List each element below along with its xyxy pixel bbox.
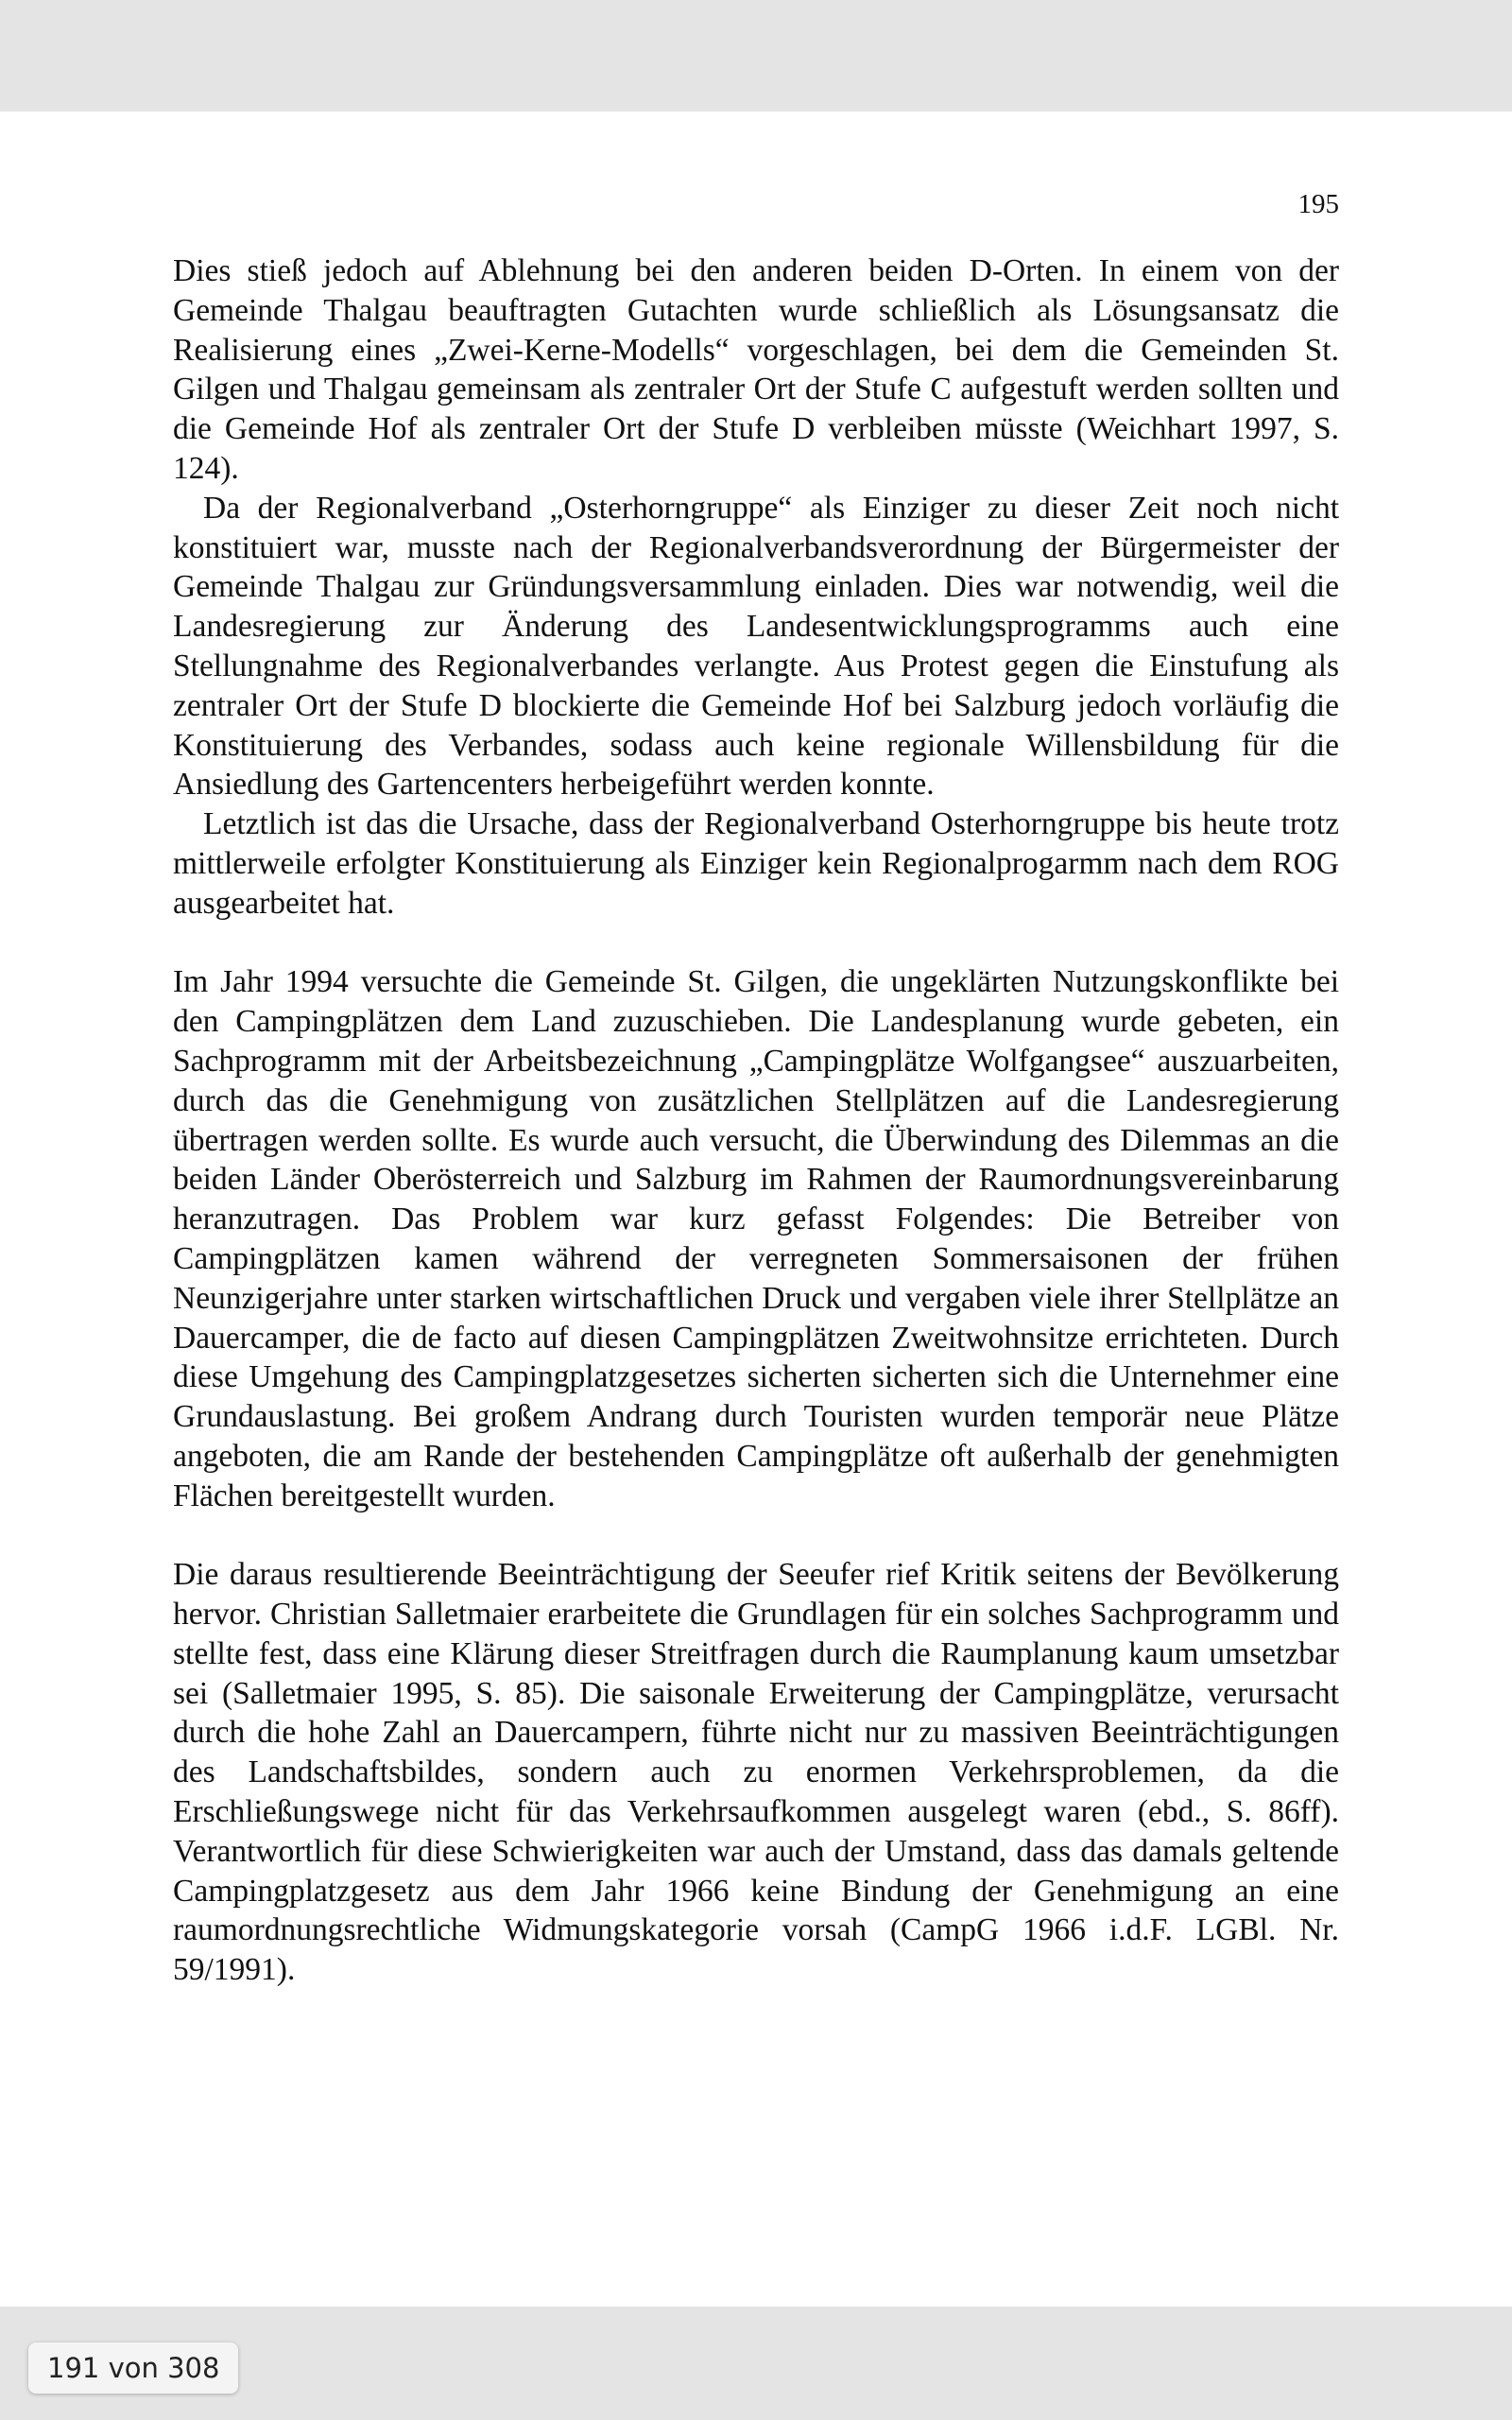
paragraph: Dies stieß jedoch auf Ablehnung bei den anderen beiden D-Orten. In einem von der Gemeinde Thalgau beauftragten Gutachten wurde schließlich als Lösungsansatz die Realisierung eines „Zwei-Kerne-Modells“ vorgeschlagen, bei dem die Gemeinden St. Gilgen und Thalgau gemeinsam als zentraler Ort der Stufe C aufgestuft werden sollten und die Gemeinde Hof als zentraler Ort der Stufe D verbleiben müsste (Weichhart 1997, S. 124). (173, 253, 1339, 486)
body-text (173, 251, 1339, 1990)
paragraph: Letztlich ist das die Ursache, dass der Regionalverband Osterhorngruppe bis heute trotz mittlerweile erfolgter Konstituierung als Einziger kein Regionalprogarmm nach dem ROG ausgearbeitet hat. (173, 806, 1339, 921)
paragraph: Die daraus resultierende Beeinträchtigung der Seeufer rief Kritik seitens der Bevölkerung hervor. Christian Salletmaier erarbeitete die Grundlagen für ein solches Sachprogramm und stellte fest, dass eine Klärung dieser Streitfragen durch die Raumplanung kaum umsetzbar sei (Salletmaier 1995, S. 85). Die saisonale Erweiterung der Campingplätze, verursacht durch die hohe Zahl an Dauercampern, führte nicht nur zu massiven Beeinträchtigungen des Landschaftsbildes, sondern auch zu enormen Verkehrsproblemen, da die Erschließungswege nicht für das Verkehrsaufkommen ausgelegt waren (ebd., S. 86ff). Verantwortlich für diese Schwierigkeiten war auch der Umstand, dass das damals geltende Campingplatzgesetz aus dem Jahr 1966 keine Bindung der Genehmigung an eine raumordnungsrechtliche Widmungskategorie vorsah (CampG 1966 i.d.F. LGBl. Nr. 59/1991). (173, 1557, 1339, 1988)
page-counter[interactable]: 191 von 308 (28, 2342, 238, 2394)
paragraph: Im Jahr 1994 versuchte die Gemeinde St. Gilgen, die ungeklärten Nutzungskonflikte bei den Campingplätzen dem Land zuzuschieben. Die Landesplanung wurde gebeten, ein Sachprogramm mit der Arbeitsbezeichnung „Campingplätze Wolfgangsee“ auszuarbeiten, durch das die Genehmigung von zusätzlichen Stellplätzen auf die Landesregierung übertragen werden sollte. Es wurde auch versucht, die Überwindung des Dilemmas an die beiden Länder Oberösterreich und Salzburg im Rahmen der Raumordnungsvereinbarung heranzutragen. Das Problem war kurz gefasst Folgendes: Die Betreiber von Campingplätzen kamen während der verregneten Sommersaisonen der frühen Neunzigerjahre unter starken wirtschaftlichen Druck und vergaben viele ihrer Stellplätze an Dauercamper, die de facto auf diesen Campingplätzen Zweitwohnsitze errichteten. Durch diese Umgehung des Campingplatzgesetzes sicherten sicherten sich die Unternehmer eine Grundauslastung. Bei großem Andrang durch Touristen wurden temporär neue Plätze angeboten, die am Rande der bestehenden Campingplätze oft außerhalb der genehmigten Flächen bereitgestellt wurden. (173, 964, 1339, 1513)
viewer-top-bar (0, 0, 1512, 112)
page-number: 195 (1297, 189, 1339, 219)
paragraph: Da der Regionalverband „Osterhorngruppe“ als Einziger zu dieser Zeit noch nicht konstituiert war, musste nach der Regionalverbandsverordnung der Bürgermeister der Gemeinde Thalgau zur Gründungsversammlung einladen. Dies war notwendig, weil die Landesregierung zur Änderung des Landesentwicklungsprogramms auch eine Stellungnahme des Regionalverbandes verlangte. Aus Protest gegen die Einstufung als zentraler Ort der Stufe D blockierte die Gemeinde Hof bei Salzburg jedoch vorläufig die Konstituierung des Verbandes, sodass auch keine regionale Willensbildung für die Ansiedlung des Gartencenters herbeigeführt werden konnte. (173, 490, 1339, 803)
